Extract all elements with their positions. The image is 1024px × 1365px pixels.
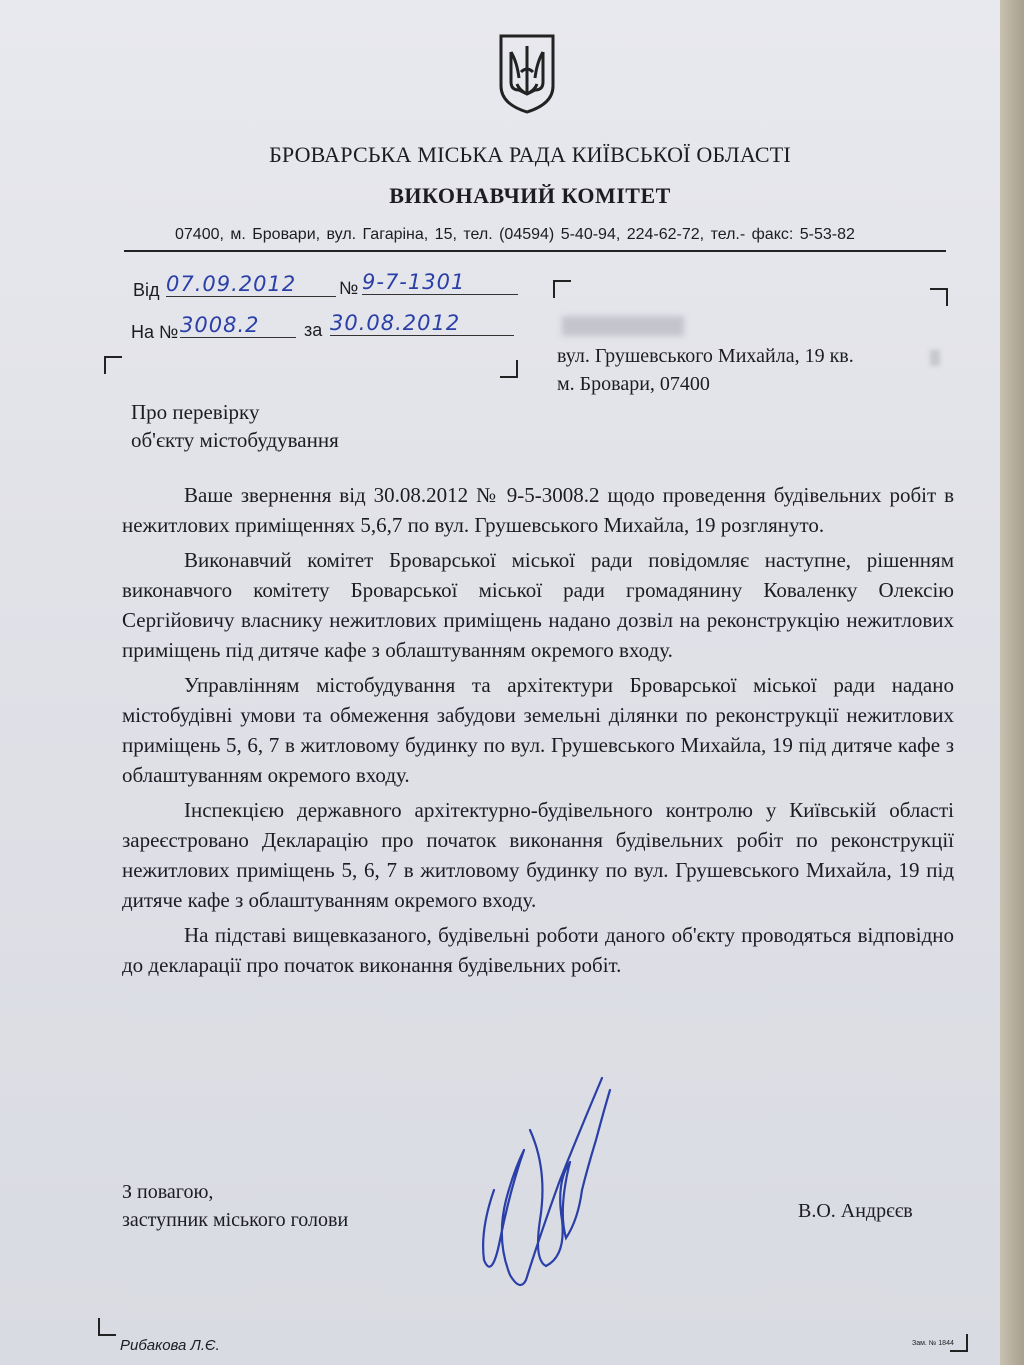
outgoing-number: 9-7-1301 (362, 270, 518, 295)
org-name: БРОВАРСЬКА МІСЬКА РАДА КИЇВСЬКОЇ ОБЛАСТІ (269, 142, 791, 167)
ref-date-label: за (304, 320, 323, 340)
signer-name: В.О. Андрєєв (798, 1200, 913, 1222)
from-label: Від (133, 280, 160, 300)
letter-body (122, 480, 954, 985)
subject-line-2: об'єкту містобудування (131, 428, 339, 452)
trident-emblem-icon (497, 32, 557, 116)
background-edge (1000, 0, 1024, 1365)
committee-name: ВИКОНАВЧИЙ КОМІТЕТ (389, 183, 671, 208)
redacted-recipient-name (562, 316, 684, 336)
footer-corner-left (98, 1318, 116, 1336)
recipient-city: м. Бровари, 07400 (557, 373, 710, 395)
handwritten-signature-icon (470, 1070, 620, 1300)
recipient-corner-left (553, 280, 571, 298)
subject-line-1: Про перевірку (131, 400, 260, 424)
body-paragraph-4: Інспекцією державного архітектурно-будівельного контролю у Київській області зареєстровано Декларацію про початок виконання будівельних робіт по реконструкції нежитлових приміщень 5, 6, 7 в житловому будинку по вул. Грушевського Михайла, 19 під дитяче кафе з облаштуванням окремого входу. (122, 798, 954, 912)
recipient-corner-right (930, 288, 948, 306)
signer-position: заступник міського голови (122, 1209, 349, 1231)
body-paragraph-2: Виконавчий комітет Броварської міської ради повідомляє наступне, рішенням виконавчого комітету Броварської міської ради громадянину Коваленку Олексію Сергійовичу власнику нежитлових приміщень надано дозвіл на реконструкцію нежитлових приміщень під дитяче кафе з облаштуванням окремого входу. (122, 548, 954, 662)
number-label: № (339, 278, 359, 298)
ref-number: 3008.2 (180, 313, 296, 338)
executor-name: Рибакова Л.Є. (120, 1337, 220, 1354)
subject-corner-left (104, 356, 122, 374)
subject-corner-right (500, 360, 518, 378)
letter-subject (131, 398, 339, 454)
body-paragraph-3: Управлінням містобудування та архітектури Броварської міської ради надано містобудівні умови та обмеження забудови земельні ділянки по реконструкції нежитлових приміщень 5, 6, 7 в житловому будинку по вул. Грушевського Михайла, 19 під дитяче кафе з облаштуванням окремого входу. (122, 673, 954, 787)
recipient-street: вул. Грушевського Михайла, 19 кв. (557, 345, 854, 367)
from-date: 07.09.2012 (166, 272, 336, 297)
redacted-apartment (930, 350, 940, 366)
ref-label: На № (131, 322, 179, 342)
org-address: 07400, м. Бровари, вул. Гагаріна, 15, тел. (04594) 5-40-94, 224-62-72, тел.- факс: 5-53-82 (175, 226, 855, 243)
print-order-mark: Зам. № 1844 (912, 1340, 954, 1347)
closing-block (122, 1178, 348, 1234)
body-paragraph-5: На підставі вищевказаного, будівельні роботи даного об'єкту проводяться відповідно до декларації про початок виконання будівельних робіт. (122, 923, 954, 977)
closing-regards: З повагою, (122, 1181, 214, 1203)
body-paragraph-1: Ваше звернення від 30.08.2012 № 9-5-3008.2 щодо проведення будівельних робіт в нежитлових приміщеннях 5,6,7 по вул. Грушевського Михайла, 19 розглянуто. (122, 483, 954, 537)
header-divider (124, 250, 946, 252)
ref-date: 30.08.2012 (330, 311, 514, 336)
